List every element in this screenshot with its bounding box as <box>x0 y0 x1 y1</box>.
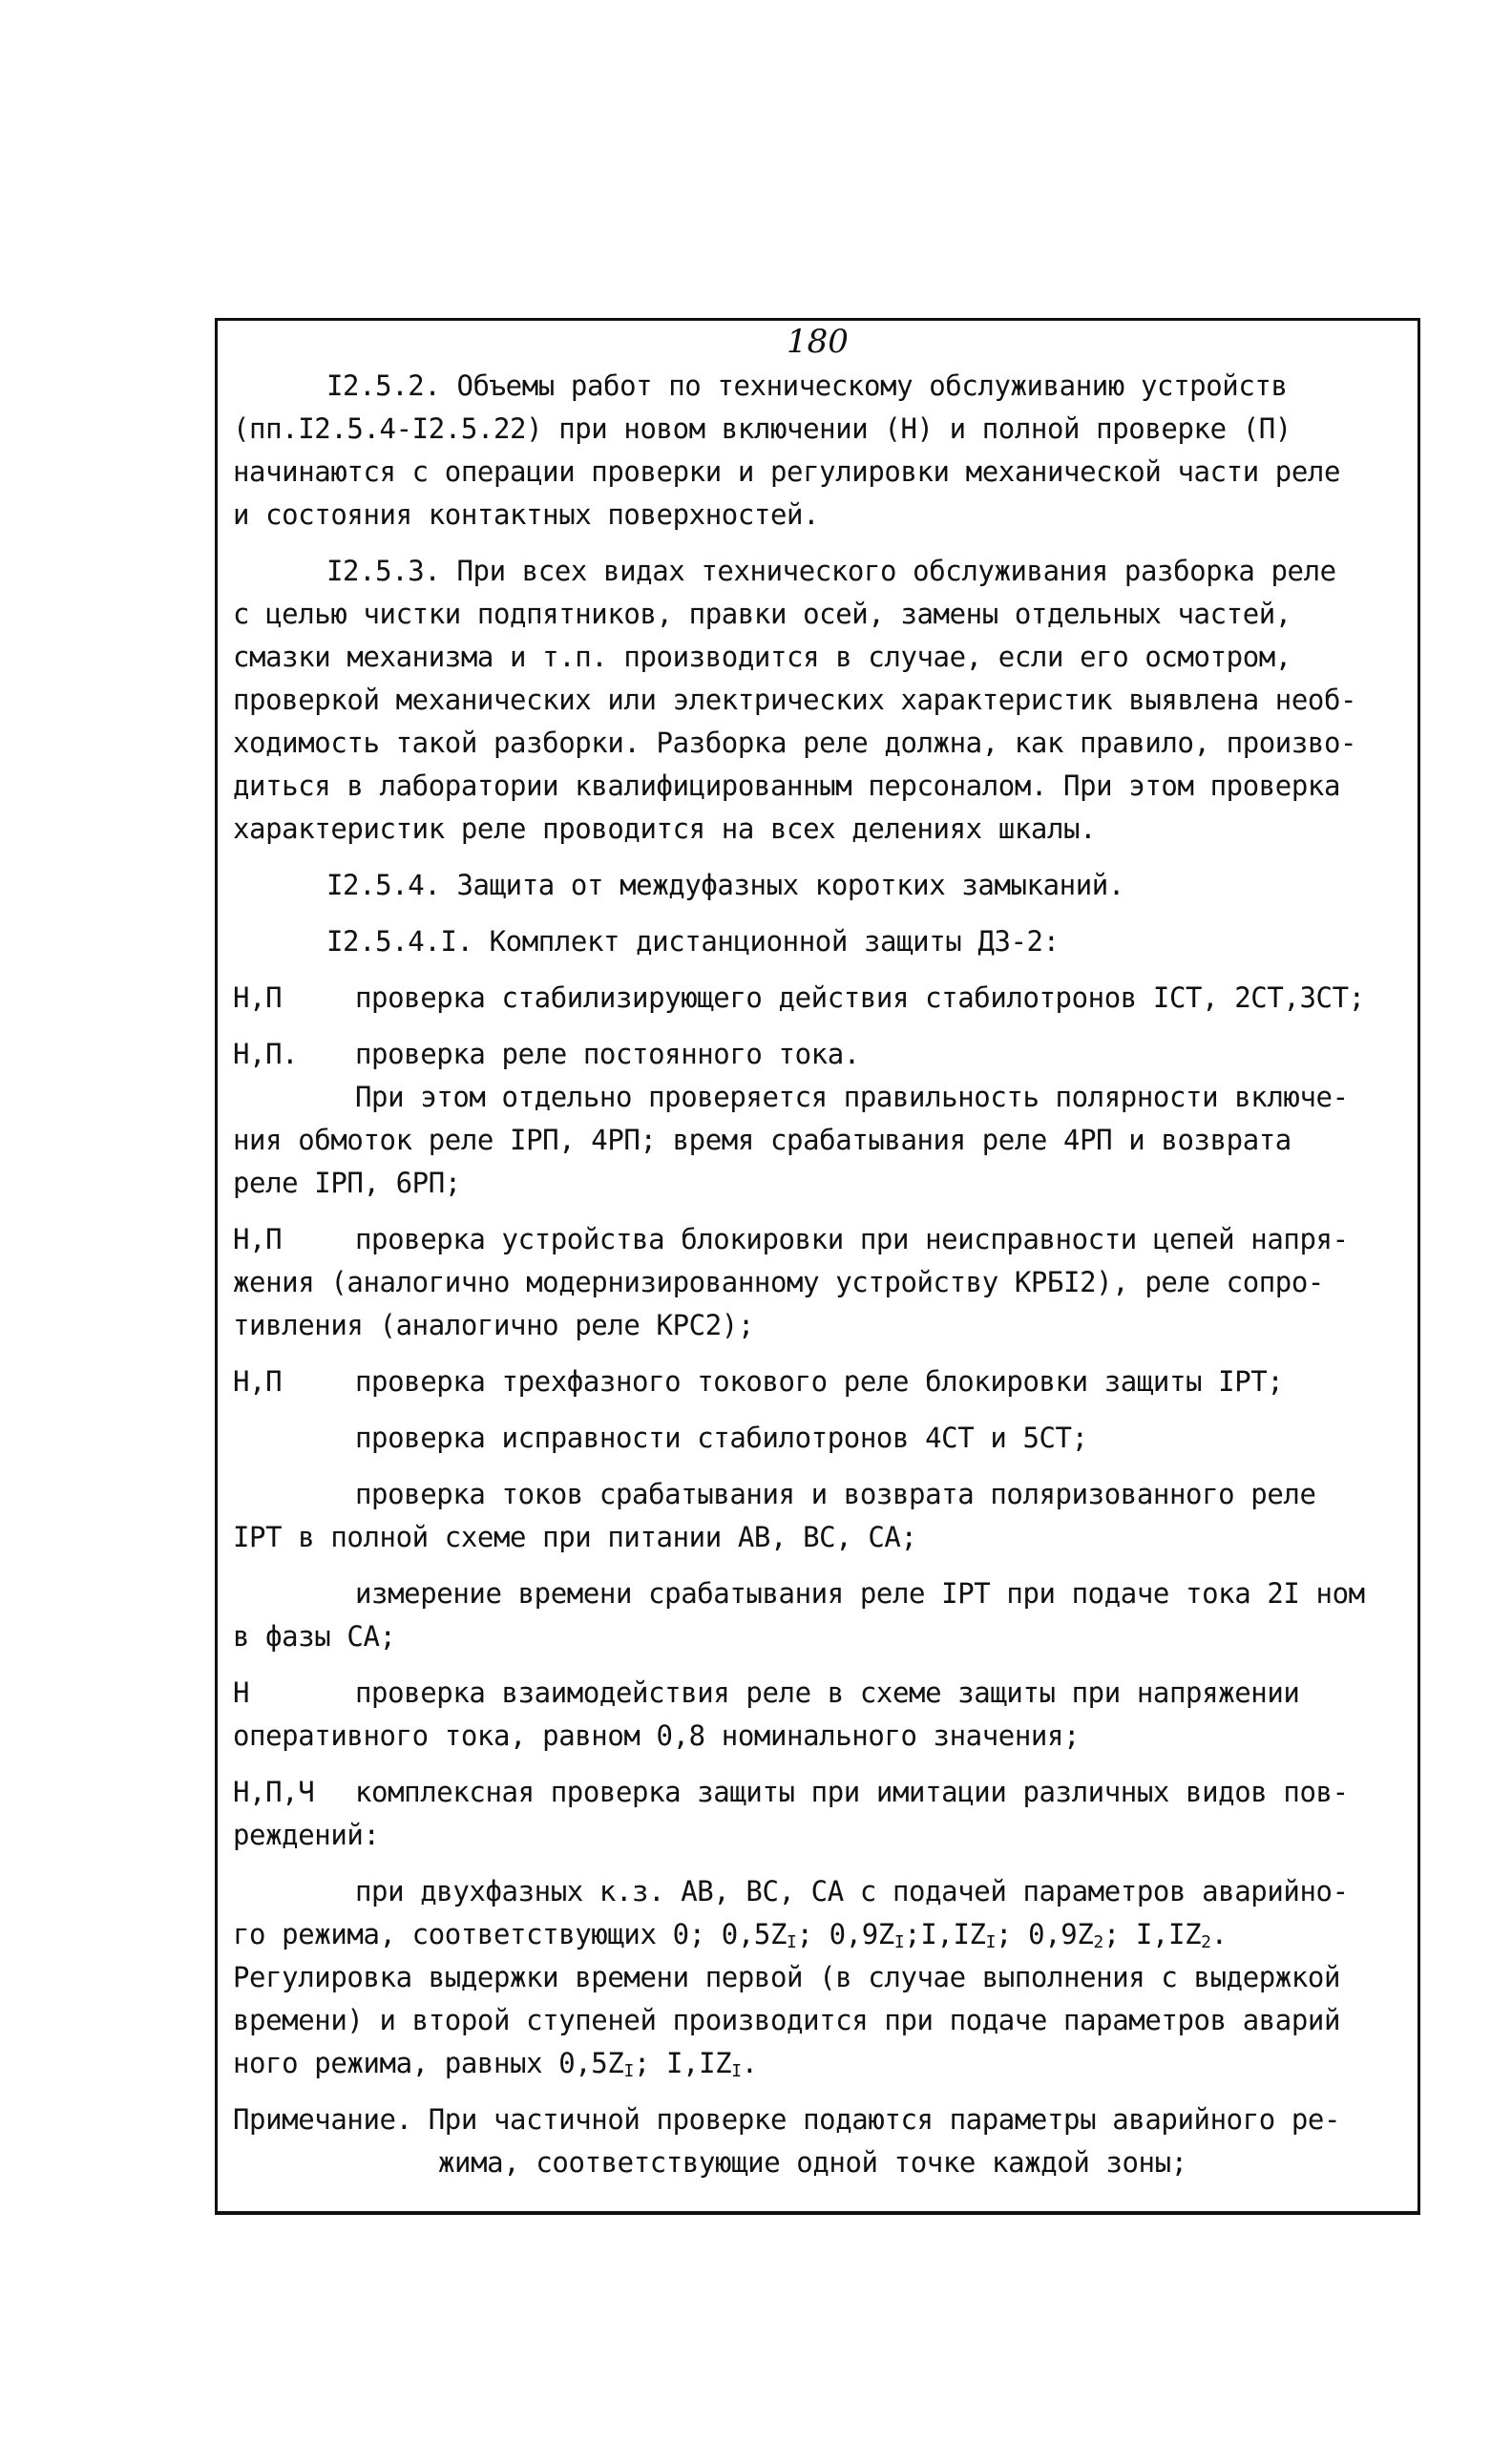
note-line: жима, соответствующие одной точке каждой зоны; <box>438 2146 1187 2179</box>
list-item: проверка токов срабатывания и возврата поляризованного реле <box>355 1478 1316 1510</box>
text-line: тивления (аналогично реле КРС2); <box>233 1309 754 1341</box>
item-mark: Н <box>233 1676 250 1709</box>
page-number: 180 <box>787 323 849 361</box>
document-body <box>233 365 1404 2184</box>
list-item <box>233 1218 1404 1261</box>
text-line: проверкой механических или электрических характеристик выявлена необ- <box>233 684 1357 716</box>
paragraph-12-5-2 <box>233 365 1404 537</box>
text-line: в фазы СА; <box>233 1620 396 1653</box>
text-line: реле IРП, 6РП; <box>233 1167 461 1199</box>
text-line: оперативного тока, равном 0,8 номинального значения; <box>233 1719 1081 1752</box>
heading-12-5-4: I2.5.4. Защита от междуфазных коротких замыканий. <box>326 869 1124 901</box>
item-mark: Н,П <box>233 1365 283 1398</box>
heading-12-5-4-1: I2.5.4.I. Комплект дистанционной защиты ДЗ-2: <box>326 925 1060 958</box>
list-item: измерение времени срабатывания реле IРТ при подаче тока 2I ном <box>355 1577 1365 1610</box>
list-item <box>233 1672 1404 1715</box>
text-line: жения (аналогично модернизированному устройству КРБI2), реле сопро- <box>233 1266 1324 1298</box>
page-frame <box>215 318 1420 2215</box>
note <box>233 2098 1404 2184</box>
text-line-with-subscripts: го режима, соответствующих 0; $0,5Z_I$; $0,9Z_I;I,IZ_I$; $0,9Z_2$; $I,IZ_2$. <box>233 1918 1228 1952</box>
paragraph-12-5-3 <box>233 550 1404 851</box>
item-mark: Н,П,Ч <box>233 1776 315 1808</box>
list-item <box>233 1033 1404 1076</box>
item-text: проверка трехфазного токового реле блокировки защиты IРТ; <box>355 1365 1284 1398</box>
list-item: проверка исправности стабилотронов 4СТ и 5СТ; <box>355 1422 1088 1454</box>
item-text: проверка устройства блокировки при неисправности цепей напря- <box>355 1223 1349 1255</box>
text-line: I2.5.2. Объемы работ по техническому обслуживанию устройств <box>326 369 1288 402</box>
item-mark: Н,П <box>233 981 283 1014</box>
text-line: и состояния контактных поверхностей. <box>233 498 820 531</box>
text-line: реждений: <box>233 1819 380 1851</box>
text-line: Регулировка выдержки времени первой (в случае выполнения с выдержкой <box>233 1961 1341 1993</box>
list-item <box>233 1771 1404 1814</box>
text-line: начинаются с операции проверки и регулировки механической части реле <box>233 455 1341 488</box>
item-text: проверка стабилизирующего действия стабилотронов IСТ, 2СТ,3СТ; <box>355 981 1365 1014</box>
item-text: проверка взаимодействия реле в схеме защиты при напряжении <box>355 1676 1300 1709</box>
text-line: смазки механизма и т.п. производится в случае, если его осмотром, <box>233 641 1292 673</box>
paragraph-two-phase <box>233 1870 1404 2085</box>
list-item <box>233 1360 1404 1403</box>
text-line: диться в лаборатории квалифицированным персоналом. При этом проверка <box>233 769 1341 802</box>
text-line: IРТ в полной схеме при питании АВ, ВС, СА; <box>233 1521 917 1553</box>
item-mark: Н,П. <box>233 1038 299 1070</box>
text-line: I2.5.3. При всех видах технического обслуживания разборка реле <box>326 555 1336 587</box>
note-line: Примечание. При частичной проверке подаются параметры аварийного ре- <box>233 2103 1341 2136</box>
text-line: при двухфазных к.з. АВ, ВС, СА с подачей параметров аварийно- <box>355 1875 1349 1908</box>
item-text: комплексная проверка защиты при имитации различных видов пов- <box>355 1776 1349 1808</box>
text-line: ходимость такой разборки. Разборка реле должна, как правило, произво- <box>233 727 1357 759</box>
text-line: (пп.I2.5.4-I2.5.22) при новом включении (Н) и полной проверке (П) <box>233 412 1292 445</box>
item-text: проверка реле постоянного тока. <box>355 1038 860 1070</box>
text-line: При этом отдельно проверяется правильность полярности включе- <box>355 1081 1349 1113</box>
list-item <box>233 977 1404 1020</box>
text-line: с целью чистки подпятников, правки осей, замены отдельных частей, <box>233 598 1292 630</box>
item-mark: Н,П <box>233 1223 283 1255</box>
text-line: ния обмоток реле IРП, 4РП; время срабатывания реле 4РП и возврата <box>233 1124 1292 1156</box>
text-line: времени) и второй ступеней производится при подаче параметров аварий <box>233 2004 1341 2036</box>
text-line: характеристик реле проводится на всех делениях шкалы. <box>233 812 1097 845</box>
text-line-with-subscripts: ного режима, равных $0,5Z_I$; $I,IZ_I$. <box>233 2047 758 2081</box>
